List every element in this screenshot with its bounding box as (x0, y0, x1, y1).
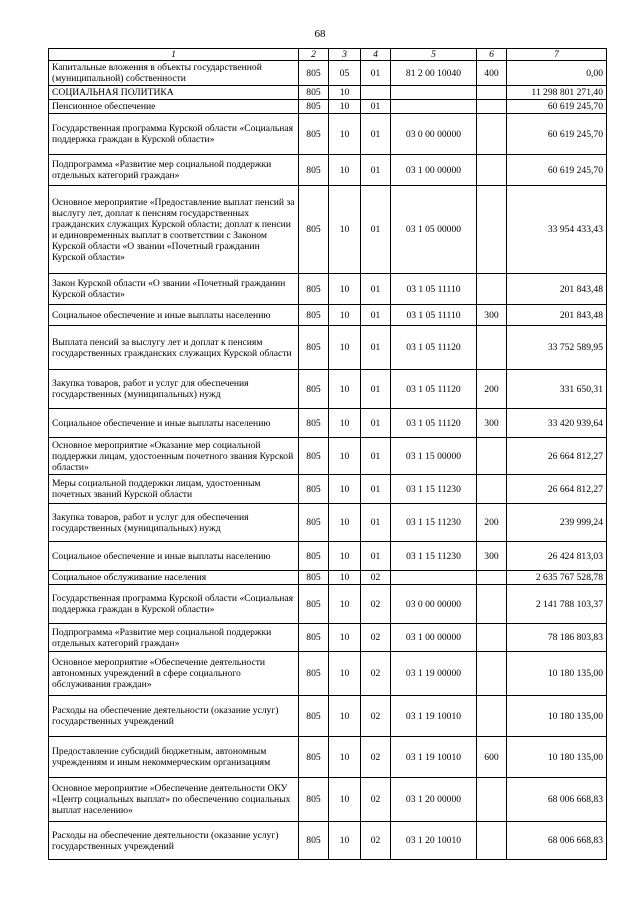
row-expense-type (477, 86, 507, 100)
row-target-article: 03 1 05 11120 (391, 370, 477, 409)
table-row (49, 155, 607, 186)
row-target-article: 03 1 20 00000 (391, 778, 477, 822)
row-admin-code: 805 (299, 409, 329, 438)
table-row (49, 326, 607, 370)
column-header: 3 (329, 49, 361, 61)
row-admin-code: 805 (299, 571, 329, 585)
row-target-article: 03 1 05 11120 (391, 326, 477, 370)
row-amount: 10 180 135,00 (507, 696, 607, 737)
row-expense-type (477, 100, 507, 114)
row-target-article: 03 1 19 10010 (391, 737, 477, 778)
row-amount: 10 180 135,00 (507, 652, 607, 696)
row-name: Подпрограмма «Развитие мер социальной поддержки отдельных категорий граждан» (49, 155, 299, 186)
row-admin-code: 805 (299, 155, 329, 186)
page-number: 68 (314, 28, 326, 40)
column-header: 4 (361, 49, 391, 61)
table-row (49, 778, 607, 822)
row-target-article: 03 1 05 11120 (391, 409, 477, 438)
row-name: Социальное обеспечение и иные выплаты населению (49, 542, 299, 571)
row-target-article: 03 1 05 00000 (391, 186, 477, 274)
row-amount: 33 954 433,43 (507, 186, 607, 274)
table-row (49, 475, 607, 504)
table-row (49, 61, 607, 86)
row-amount: 78 186 803,83 (507, 624, 607, 652)
row-amount: 60 619 245,70 (507, 100, 607, 114)
row-subsection-code: 01 (361, 114, 391, 155)
row-admin-code: 805 (299, 61, 329, 86)
row-subsection-code: 02 (361, 571, 391, 585)
row-name: Пенсионное обеспечение (49, 100, 299, 114)
row-admin-code: 805 (299, 822, 329, 860)
row-name: Основное мероприятие «Предоставление выплат пенсий за выслугу лет, доплат к пенсиям государственных гражданских служащих Курской области; доплат к пенсии и единовременных выплат в соответствии с Законом Курской области «О звании «Почетный гражданин Курской области» (49, 186, 299, 274)
row-subsection-code: 01 (361, 542, 391, 571)
row-subsection-code: 02 (361, 585, 391, 624)
row-subsection-code: 02 (361, 696, 391, 737)
row-admin-code: 805 (299, 475, 329, 504)
row-target-article: 03 1 20 10010 (391, 822, 477, 860)
row-target-article (391, 86, 477, 100)
row-name: СОЦИАЛЬНАЯ ПОЛИТИКА (49, 86, 299, 100)
row-target-article: 03 1 15 00000 (391, 438, 477, 475)
row-admin-code: 805 (299, 438, 329, 475)
row-section-code: 10 (329, 370, 361, 409)
row-admin-code: 805 (299, 100, 329, 114)
row-admin-code: 805 (299, 305, 329, 326)
row-amount: 239 999,24 (507, 504, 607, 542)
row-amount: 201 843,48 (507, 305, 607, 326)
row-target-article: 03 1 05 11110 (391, 274, 477, 305)
row-amount: 60 619 245,70 (507, 155, 607, 186)
table-row (49, 504, 607, 542)
row-name: Капитальные вложения в объекты государственной (муниципальной) собственности (49, 61, 299, 86)
row-target-article: 03 0 00 00000 (391, 585, 477, 624)
row-subsection-code: 01 (361, 274, 391, 305)
row-amount: 26 664 812,27 (507, 438, 607, 475)
table-row (49, 542, 607, 571)
row-target-article: 03 1 19 10010 (391, 696, 477, 737)
table-row (49, 624, 607, 652)
row-admin-code: 805 (299, 326, 329, 370)
row-section-code: 10 (329, 652, 361, 696)
row-name: Основное мероприятие «Обеспечение деятельности автономных учреждений в сфере социального обслуживания граждан» (49, 652, 299, 696)
table-row (49, 696, 607, 737)
column-header: 7 (507, 49, 607, 61)
row-admin-code: 805 (299, 624, 329, 652)
row-amount: 26 664 812,27 (507, 475, 607, 504)
row-name: Закон Курской области «О звании «Почетный гражданин Курской области» (49, 274, 299, 305)
row-target-article: 03 1 05 11110 (391, 305, 477, 326)
row-expense-type: 300 (477, 409, 507, 438)
row-section-code: 10 (329, 326, 361, 370)
row-expense-type (477, 438, 507, 475)
row-target-article: 03 1 00 00000 (391, 624, 477, 652)
row-admin-code: 805 (299, 86, 329, 100)
row-amount: 26 424 813,03 (507, 542, 607, 571)
row-amount: 60 619 245,70 (507, 114, 607, 155)
row-expense-type: 300 (477, 305, 507, 326)
row-name: Закупка товаров, работ и услуг для обеспечения государственных (муниципальных) нужд (49, 370, 299, 409)
row-section-code: 10 (329, 155, 361, 186)
table-row (49, 274, 607, 305)
table-row (49, 370, 607, 409)
row-section-code: 10 (329, 86, 361, 100)
row-admin-code: 805 (299, 696, 329, 737)
row-section-code: 10 (329, 438, 361, 475)
row-subsection-code: 01 (361, 438, 391, 475)
row-admin-code: 805 (299, 737, 329, 778)
row-amount: 11 298 801 271,40 (507, 86, 607, 100)
row-target-article: 03 1 19 00000 (391, 652, 477, 696)
table-row (49, 652, 607, 696)
row-section-code: 10 (329, 822, 361, 860)
row-expense-type (477, 624, 507, 652)
row-expense-type (477, 326, 507, 370)
row-subsection-code: 02 (361, 778, 391, 822)
table-row (49, 409, 607, 438)
row-name: Социальное обеспечение и иные выплаты населению (49, 409, 299, 438)
row-section-code: 10 (329, 778, 361, 822)
row-section-code: 10 (329, 696, 361, 737)
row-name: Меры социальной поддержки лицам, удостоенным почетных званий Курской области (49, 475, 299, 504)
row-admin-code: 805 (299, 274, 329, 305)
row-expense-type (477, 778, 507, 822)
row-name: Выплата пенсий за выслугу лет и доплат к пенсиям государственных гражданских служащих Курской области (49, 326, 299, 370)
row-target-article: 03 0 00 00000 (391, 114, 477, 155)
table-row (49, 86, 607, 100)
row-section-code: 05 (329, 61, 361, 86)
table-row (49, 305, 607, 326)
table-body (49, 61, 607, 860)
row-name: Государственная программа Курской области «Социальная поддержка граждан в Курской области» (49, 114, 299, 155)
row-name: Закупка товаров, работ и услуг для обеспечения государственных (муниципальных) нужд (49, 504, 299, 542)
row-name: Государственная программа Курской области «Социальная поддержка граждан в Курской области» (49, 585, 299, 624)
row-amount: 10 180 135,00 (507, 737, 607, 778)
row-subsection-code: 01 (361, 409, 391, 438)
row-subsection-code: 01 (361, 305, 391, 326)
row-target-article (391, 571, 477, 585)
row-subsection-code: 01 (361, 475, 391, 504)
budget-table (48, 48, 607, 860)
row-subsection-code: 02 (361, 822, 391, 860)
row-expense-type: 400 (477, 61, 507, 86)
row-subsection-code: 01 (361, 155, 391, 186)
row-name: Основное мероприятие «Обеспечение деятельности ОКУ «Центр социальных выплат» по обеспечению социальных выплат населению» (49, 778, 299, 822)
row-target-article (391, 100, 477, 114)
row-subsection-code: 01 (361, 61, 391, 86)
row-section-code: 10 (329, 542, 361, 571)
table-row (49, 822, 607, 860)
row-subsection-code: 01 (361, 370, 391, 409)
row-amount: 331 650,31 (507, 370, 607, 409)
row-admin-code: 805 (299, 186, 329, 274)
row-subsection-code (361, 86, 391, 100)
row-admin-code: 805 (299, 542, 329, 571)
row-name: Социальное обслуживание населения (49, 571, 299, 585)
row-expense-type: 300 (477, 542, 507, 571)
row-target-article: 03 1 15 11230 (391, 542, 477, 571)
row-subsection-code: 02 (361, 652, 391, 696)
row-name: Подпрограмма «Развитие мер социальной поддержки отдельных категорий граждан» (49, 624, 299, 652)
row-expense-type (477, 186, 507, 274)
table-header-row (49, 49, 607, 61)
row-section-code: 10 (329, 114, 361, 155)
row-admin-code: 805 (299, 585, 329, 624)
column-header: 6 (477, 49, 507, 61)
table-row (49, 114, 607, 155)
row-expense-type (477, 475, 507, 504)
row-expense-type: 600 (477, 737, 507, 778)
row-subsection-code: 01 (361, 326, 391, 370)
table-row (49, 585, 607, 624)
row-name: Социальное обеспечение и иные выплаты населению (49, 305, 299, 326)
row-section-code: 10 (329, 504, 361, 542)
row-section-code: 10 (329, 737, 361, 778)
table-row (49, 571, 607, 585)
row-name: Основное мероприятие «Оказание мер социальной поддержки лицам, удостоенным почетного звания Курской области» (49, 438, 299, 475)
row-amount: 2 141 788 103,37 (507, 585, 607, 624)
row-admin-code: 805 (299, 504, 329, 542)
row-expense-type: 200 (477, 370, 507, 409)
row-admin-code: 805 (299, 778, 329, 822)
row-expense-type: 200 (477, 504, 507, 542)
row-section-code: 10 (329, 186, 361, 274)
row-target-article: 03 1 15 11230 (391, 475, 477, 504)
row-expense-type (477, 585, 507, 624)
row-section-code: 10 (329, 274, 361, 305)
row-section-code: 10 (329, 409, 361, 438)
table-row (49, 737, 607, 778)
row-expense-type (477, 822, 507, 860)
row-amount: 33 752 589,95 (507, 326, 607, 370)
row-subsection-code: 01 (361, 100, 391, 114)
row-subsection-code: 01 (361, 504, 391, 542)
row-subsection-code: 02 (361, 624, 391, 652)
row-amount: 33 420 939,64 (507, 409, 607, 438)
row-target-article: 03 1 15 11230 (391, 504, 477, 542)
row-amount: 0,00 (507, 61, 607, 86)
row-section-code: 10 (329, 571, 361, 585)
row-amount: 68 006 668,83 (507, 822, 607, 860)
row-amount: 201 843,48 (507, 274, 607, 305)
row-target-article: 03 1 00 00000 (391, 155, 477, 186)
row-expense-type (477, 274, 507, 305)
row-expense-type (477, 155, 507, 186)
row-name: Расходы на обеспечение деятельности (оказание услуг) государственных учреждений (49, 696, 299, 737)
column-header: 2 (299, 49, 329, 61)
table-row (49, 100, 607, 114)
table-row (49, 438, 607, 475)
row-admin-code: 805 (299, 114, 329, 155)
row-expense-type (477, 696, 507, 737)
row-expense-type (477, 114, 507, 155)
row-name: Расходы на обеспечение деятельности (оказание услуг) государственных учреждений (49, 822, 299, 860)
row-section-code: 10 (329, 305, 361, 326)
row-section-code: 10 (329, 475, 361, 504)
row-section-code: 10 (329, 585, 361, 624)
row-expense-type (477, 652, 507, 696)
row-section-code: 10 (329, 624, 361, 652)
row-subsection-code: 02 (361, 737, 391, 778)
row-amount: 2 635 767 528,78 (507, 571, 607, 585)
row-name: Предоставление субсидий бюджетным, автономным учреждениям и иным некоммерческим организациям (49, 737, 299, 778)
row-section-code: 10 (329, 100, 361, 114)
table-row (49, 186, 607, 274)
row-admin-code: 805 (299, 370, 329, 409)
row-target-article: 81 2 00 10040 (391, 61, 477, 86)
column-header: 5 (391, 49, 477, 61)
row-amount: 68 006 668,83 (507, 778, 607, 822)
row-expense-type (477, 571, 507, 585)
row-subsection-code: 01 (361, 186, 391, 274)
row-admin-code: 805 (299, 652, 329, 696)
column-header: 1 (49, 49, 299, 61)
